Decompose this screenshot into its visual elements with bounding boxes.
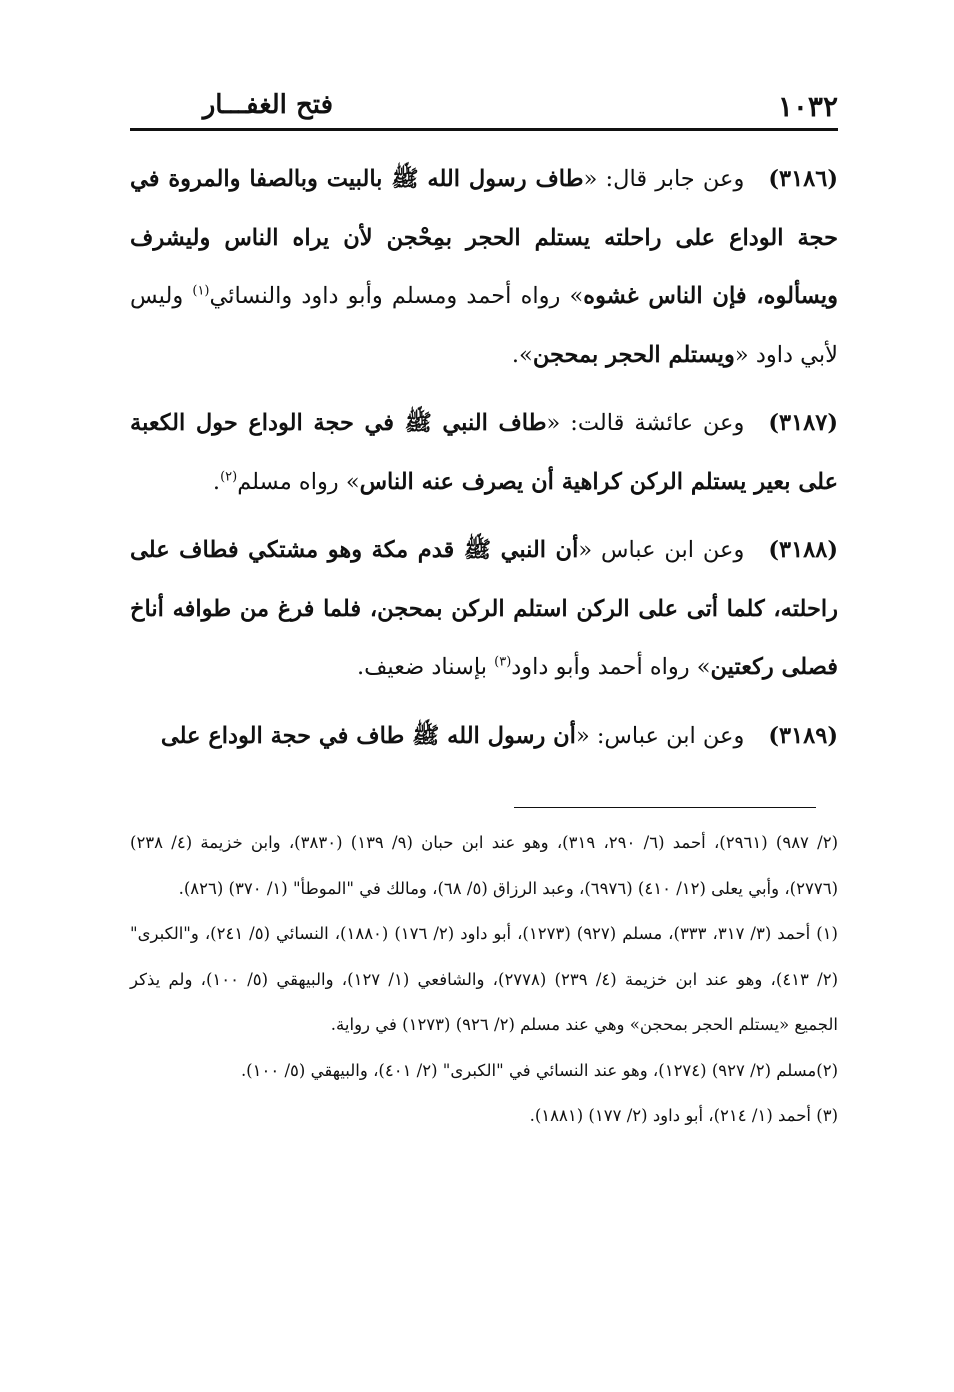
hadith-end: ». [511, 341, 533, 368]
hadith-attribution: » رواه أحمد ومسلم وأبو داود والنسائي [209, 283, 584, 309]
page-header [130, 84, 838, 131]
footnotes [130, 820, 838, 1139]
hadith-text-variant: ويستلم الحجر بمحجن [532, 341, 735, 368]
footnote: (٢/ ٩٨٧) (٢٩٦١)، أحمد (٦/ ٢٩٠، ٣١٩)، وهو عند ابن حبان (٩/ ١٣٩) (٣٨٣٠)، وابن خزيمة (٤/ ٢٣٨) (٢٧٧٦)، وأبي يعلى (١٢/ ٤١٠) (٦٩٧٦)، وعبد الرزاق (٥/ ٦٨)، ومالك في "الموطأ" (١/ ٣٧٠) (٨٢٦). [130, 833, 839, 898]
hadith-paragraph [130, 707, 838, 766]
hadith-lead: وعن جابر قال: « [583, 166, 745, 192]
hadith-number: (٣١٨٩) [768, 722, 838, 749]
hadith-end: . [212, 468, 221, 495]
footnote-ref: (١) [192, 283, 210, 299]
running-title: فتح الغفـــار [202, 90, 333, 120]
hadith-attribution-tail: وليس لأبي داود « [130, 283, 838, 368]
hadith-number: (٣١٨٦) [768, 166, 838, 192]
hadith-end: بإسناد ضعيف. [356, 654, 495, 680]
footnote: (٣) أحمد (١/ ٢١٤)، أبو داود (٢/ ١٧٧) (١٨٨١). [529, 1106, 838, 1125]
footnote: (٢)مسلم (٢/ ٩٢٧) (١٢٧٤)، وهو عند النسائي في "الكبرى" (٢/ ٤٠١)، والبيهقي (٥/ ١٠٠). [240, 1060, 838, 1080]
hadith-attribution: » رواه أحمد وأبو داود [511, 654, 711, 680]
hadith-lead: وعن ابن عباس « [578, 537, 745, 563]
hadith-lead: وعن عائشة قالت: « [546, 410, 745, 436]
hadith-text: أن رسول الله ﷺ طاف في حجة الوداع على [160, 722, 576, 749]
hadith-text: طاف النبي ﷺ في حجة الوداع حول الكعبة على بعير يستلم الركن كراهية أن يصرف عنه الناس [130, 410, 838, 495]
main-text [130, 150, 838, 775]
hadith-number: (٣١٨٧) [768, 410, 838, 436]
hadith-text: أن النبي ﷺ قدم مكة وهو مشتكي فطاف على راحلته، كلما أتى على الركن استلم الركن بمحجن، فلما فرغ من طوافه أناخ فصلى ركعتين [130, 537, 838, 680]
hadith-paragraph [130, 150, 838, 384]
footnote-ref: (٢) [220, 469, 238, 484]
hadith-paragraph [130, 521, 838, 697]
hadith-text: طاف رسول الله ﷺ بالبيت وبالصفا والمروة في حجة الوداع على راحلته يستلم الحجر بمِحْجن لأن يراه الناس وليشرف ويسألوه، فإن الناس غشوه [130, 166, 839, 309]
hadith-attribution: » رواه مسلم [237, 468, 360, 495]
footnote-ref: (٣) [494, 654, 512, 670]
page-number: ١٠٣٢ [777, 90, 838, 123]
footnote: (١) أحمد (٣/ ٣١٧، ٣٣٣)، مسلم (٩٢٧) (١٢٧٣)، أبو داود (٢/ ١٧٦) (١٨٨٠)، النسائي (٥/ ٢٤١)، و"الكبرى" (٢/ ٤١٣)، وهو عند ابن خزيمة (٤/ ٢٣٩) (٢٧٧٨)، والشافعي (١/ ١٢٧)، والبيهقي (٥/ ١٠٠)، ولم يذكر الجميع «يستلم الحجر بمحجن» وهي عند مسلم (٢/ ٩٢٦) (١٢٧٣) في رواية. [130, 924, 839, 1034]
hadith-lead: وعن ابن عباس: « [575, 722, 745, 749]
footnote-divider [514, 807, 816, 808]
hadith-paragraph [130, 394, 838, 511]
hadith-number: (٣١٨٨) [768, 537, 838, 563]
